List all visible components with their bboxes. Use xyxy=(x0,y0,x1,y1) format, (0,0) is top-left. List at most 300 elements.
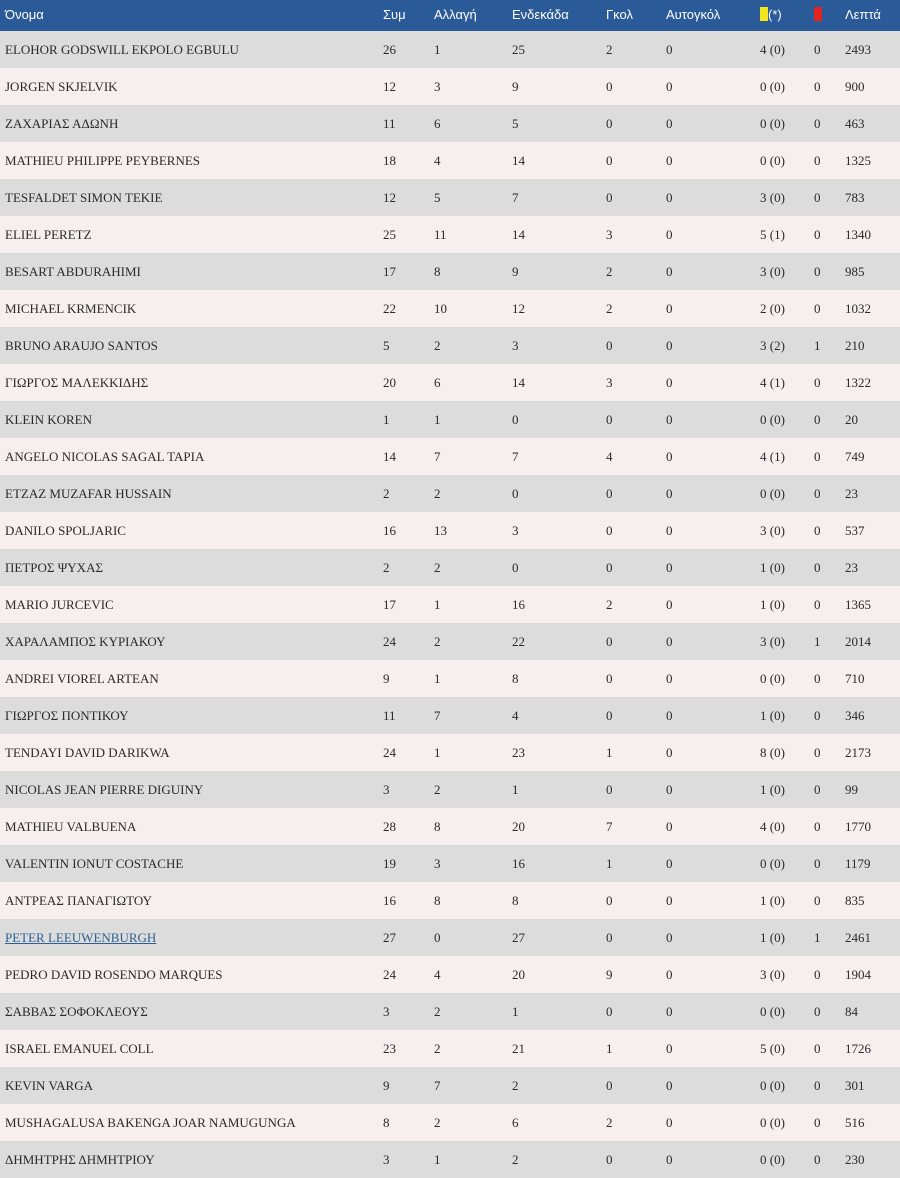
cell-yellow-cards: 3 (0) xyxy=(760,966,785,982)
cell-player-name: ΧΑΡΑΛΑΜΠΟΣ ΚΥΡΙΑΚΟΥ xyxy=(5,633,166,649)
cell-goals: 7 xyxy=(606,818,613,834)
cell-yellow-cards: 5 (1) xyxy=(760,226,785,242)
cell-apps: 12 xyxy=(383,78,396,94)
cell-apps: 3 xyxy=(383,1151,390,1167)
table-row xyxy=(0,586,900,623)
cell-player-name: DANILO SPOLJARIC xyxy=(5,522,126,538)
cell-yellow-cards: 5 (0) xyxy=(760,1040,785,1056)
cell-red-cards: 0 xyxy=(814,707,821,723)
cell-goals: 0 xyxy=(606,670,613,686)
cell-minutes: 1340 xyxy=(845,226,871,242)
cell-goals: 2 xyxy=(606,596,613,612)
cell-starts: 27 xyxy=(512,929,525,945)
cell-red-cards: 0 xyxy=(814,559,821,575)
cell-red-cards: 0 xyxy=(814,448,821,464)
cell-goals: 0 xyxy=(606,1003,613,1019)
cell-sub: 2 xyxy=(434,559,441,575)
cell-red-cards: 0 xyxy=(814,1040,821,1056)
cell-starts: 16 xyxy=(512,855,525,871)
cell-sub: 4 xyxy=(434,152,441,168)
cell-minutes: 210 xyxy=(845,337,865,353)
table-body xyxy=(0,31,900,1178)
cell-apps: 25 xyxy=(383,226,396,242)
cell-starts: 1 xyxy=(512,781,519,797)
cell-player-name: ΣΑΒΒΑΣ ΣΟΦΟΚΛΕΟΥΣ xyxy=(5,1003,148,1019)
cell-minutes: 835 xyxy=(845,892,865,908)
cell-red-cards: 0 xyxy=(814,966,821,982)
cell-yellow-cards: 0 (0) xyxy=(760,115,785,131)
cell-minutes: 2014 xyxy=(845,633,871,649)
cell-player-name: KLEIN KOREN xyxy=(5,411,93,427)
table-row xyxy=(0,68,900,105)
table-row xyxy=(0,845,900,882)
cell-player-name: PEDRO DAVID ROSENDO MARQUES xyxy=(5,966,223,982)
cell-sub: 2 xyxy=(434,633,441,649)
cell-goals: 0 xyxy=(606,781,613,797)
cell-red-cards: 0 xyxy=(814,781,821,797)
cell-yellow-cards: 1 (0) xyxy=(760,781,785,797)
cell-apps: 11 xyxy=(383,707,396,723)
header-yellow-label[interactable]: (*) xyxy=(768,7,782,22)
cell-goals: 0 xyxy=(606,1077,613,1093)
header-apps[interactable] xyxy=(383,0,434,31)
cell-red-cards: 0 xyxy=(814,115,821,131)
cell-own-goals: 0 xyxy=(666,855,673,871)
cell-player-name: ΠΕΤΡΟΣ ΨΥΧΑΣ xyxy=(5,559,104,575)
cell-sub: 13 xyxy=(434,522,447,538)
cell-sub: 6 xyxy=(434,115,441,131)
cell-player-name: BRUNO ARAUJO SANTOS xyxy=(5,337,158,353)
cell-own-goals: 0 xyxy=(666,744,673,760)
cell-sub: 2 xyxy=(434,337,441,353)
cell-apps: 17 xyxy=(383,596,396,612)
cell-red-cards: 0 xyxy=(814,374,821,390)
cell-goals: 0 xyxy=(606,115,613,131)
cell-red-cards: 1 xyxy=(814,337,821,353)
cell-sub: 7 xyxy=(434,448,441,464)
cell-minutes: 2461 xyxy=(845,929,871,945)
cell-apps: 20 xyxy=(383,374,396,390)
cell-apps: 19 xyxy=(383,855,396,871)
cell-starts: 8 xyxy=(512,670,519,686)
cell-starts: 16 xyxy=(512,596,525,612)
cell-apps: 22 xyxy=(383,300,396,316)
header-yellow-cards[interactable] xyxy=(760,0,814,31)
cell-minutes: 1322 xyxy=(845,374,871,390)
cell-own-goals: 0 xyxy=(666,818,673,834)
cell-own-goals: 0 xyxy=(666,1114,673,1130)
cell-own-goals: 0 xyxy=(666,559,673,575)
table-row xyxy=(0,179,900,216)
cell-red-cards: 0 xyxy=(814,670,821,686)
cell-starts: 25 xyxy=(512,41,525,57)
cell-own-goals: 0 xyxy=(666,1003,673,1019)
cell-apps: 12 xyxy=(383,189,396,205)
cell-starts: 23 xyxy=(512,744,525,760)
table-row xyxy=(0,31,900,68)
cell-sub: 1 xyxy=(434,41,441,57)
cell-apps: 5 xyxy=(383,337,390,353)
cell-yellow-cards: 1 (0) xyxy=(760,929,785,945)
cell-sub: 8 xyxy=(434,818,441,834)
cell-apps: 17 xyxy=(383,263,396,279)
cell-player-name: MUSHAGALUSA BAKENGA JOAR NAMUGUNGA xyxy=(5,1114,296,1130)
cell-player-name: MATHIEU PHILIPPE PEYBERNES xyxy=(5,152,201,168)
cell-apps: 3 xyxy=(383,781,390,797)
cell-red-cards: 0 xyxy=(814,78,821,94)
cell-sub: 1 xyxy=(434,1151,441,1167)
cell-yellow-cards: 0 (0) xyxy=(760,855,785,871)
cell-player-name: ΖΑΧΑΡΙΑΣ ΑΔΩΝΗ xyxy=(5,115,119,131)
cell-goals: 0 xyxy=(606,892,613,908)
cell-sub: 3 xyxy=(434,855,441,871)
header-starts-label[interactable]: Ενδεκάδα xyxy=(512,7,569,22)
header-own-goals[interactable] xyxy=(666,0,760,31)
cell-own-goals: 0 xyxy=(666,929,673,945)
table-row xyxy=(0,401,900,438)
header-goals-label[interactable]: Γκολ xyxy=(606,7,633,22)
cell-own-goals: 0 xyxy=(666,411,673,427)
cell-starts: 7 xyxy=(512,448,519,464)
red-card-icon xyxy=(814,7,822,21)
cell-starts: 12 xyxy=(512,300,525,316)
cell-red-cards: 0 xyxy=(814,485,821,501)
cell-red-cards: 0 xyxy=(814,226,821,242)
cell-own-goals: 0 xyxy=(666,781,673,797)
table-row xyxy=(0,623,900,660)
cell-apps: 23 xyxy=(383,1040,396,1056)
cell-starts: 1 xyxy=(512,1003,519,1019)
cell-yellow-cards: 4 (1) xyxy=(760,374,785,390)
table-row xyxy=(0,142,900,179)
cell-player-name: ΑΝΤΡΕΑΣ ΠΑΝΑΓΙΩΤΟΥ xyxy=(5,892,152,908)
cell-own-goals: 0 xyxy=(666,78,673,94)
cell-starts: 14 xyxy=(512,226,525,242)
cell-goals: 3 xyxy=(606,226,613,242)
header-starts[interactable] xyxy=(512,0,606,31)
cell-player-name: MARIO JURCEVIC xyxy=(5,596,114,612)
cell-own-goals: 0 xyxy=(666,707,673,723)
cell-yellow-cards: 3 (0) xyxy=(760,522,785,538)
cell-yellow-cards: 0 (0) xyxy=(760,1151,785,1167)
cell-starts: 2 xyxy=(512,1151,519,1167)
header-sub-label[interactable]: Αλλαγή xyxy=(434,7,477,22)
header-name-label[interactable]: Όνομα xyxy=(5,7,44,22)
cell-own-goals: 0 xyxy=(666,448,673,464)
cell-yellow-cards: 0 (0) xyxy=(760,1077,785,1093)
yellow-card-icon xyxy=(760,7,768,21)
cell-goals: 0 xyxy=(606,78,613,94)
cell-minutes: 710 xyxy=(845,670,865,686)
cell-red-cards: 0 xyxy=(814,855,821,871)
cell-sub: 1 xyxy=(434,411,441,427)
table-row xyxy=(0,327,900,364)
cell-apps: 1 xyxy=(383,411,390,427)
cell-sub: 7 xyxy=(434,1077,441,1093)
cell-starts: 0 xyxy=(512,411,519,427)
cell-red-cards: 0 xyxy=(814,522,821,538)
cell-sub: 0 xyxy=(434,929,441,945)
cell-sub: 8 xyxy=(434,263,441,279)
cell-goals: 2 xyxy=(606,1114,613,1130)
cell-apps: 2 xyxy=(383,485,390,501)
cell-sub: 8 xyxy=(434,892,441,908)
cell-yellow-cards: 1 (0) xyxy=(760,707,785,723)
cell-own-goals: 0 xyxy=(666,300,673,316)
cell-player-name: JORGEN SKJELVIK xyxy=(5,78,118,94)
cell-player-name: ISRAEL EMANUEL COLL xyxy=(5,1040,154,1056)
cell-red-cards: 0 xyxy=(814,818,821,834)
cell-player-name: MATHIEU VALBUENA xyxy=(5,818,137,834)
header-red-cards[interactable] xyxy=(814,0,845,31)
cell-yellow-cards: 8 (0) xyxy=(760,744,785,760)
cell-goals: 0 xyxy=(606,337,613,353)
table-header-row xyxy=(0,0,900,31)
cell-goals: 0 xyxy=(606,929,613,945)
cell-red-cards: 0 xyxy=(814,1003,821,1019)
cell-starts: 0 xyxy=(512,559,519,575)
header-goals[interactable] xyxy=(606,0,666,31)
cell-starts: 14 xyxy=(512,152,525,168)
cell-starts: 21 xyxy=(512,1040,525,1056)
header-name[interactable] xyxy=(0,0,383,31)
cell-yellow-cards: 1 (0) xyxy=(760,892,785,908)
cell-apps: 2 xyxy=(383,559,390,575)
cell-goals: 2 xyxy=(606,263,613,279)
cell-yellow-cards: 4 (1) xyxy=(760,448,785,464)
cell-sub: 1 xyxy=(434,744,441,760)
cell-player-name: BESART ABDURAHIMI xyxy=(5,263,141,279)
cell-starts: 8 xyxy=(512,892,519,908)
cell-own-goals: 0 xyxy=(666,152,673,168)
cell-minutes: 1770 xyxy=(845,818,871,834)
header-sub[interactable] xyxy=(434,0,512,31)
cell-apps: 27 xyxy=(383,929,396,945)
cell-own-goals: 0 xyxy=(666,1040,673,1056)
header-minutes[interactable] xyxy=(845,0,900,31)
cell-starts: 9 xyxy=(512,263,519,279)
cell-starts: 3 xyxy=(512,522,519,538)
cell-sub: 1 xyxy=(434,596,441,612)
cell-starts: 5 xyxy=(512,115,519,131)
table-row xyxy=(0,364,900,401)
cell-yellow-cards: 0 (0) xyxy=(760,1003,785,1019)
cell-red-cards: 0 xyxy=(814,152,821,168)
cell-sub: 11 xyxy=(434,226,447,242)
cell-yellow-cards: 0 (0) xyxy=(760,670,785,686)
cell-red-cards: 0 xyxy=(814,892,821,908)
table-row xyxy=(0,216,900,253)
cell-yellow-cards: 3 (0) xyxy=(760,633,785,649)
cell-own-goals: 0 xyxy=(666,1151,673,1167)
cell-apps: 24 xyxy=(383,966,396,982)
table-row xyxy=(0,1030,900,1067)
cell-own-goals: 0 xyxy=(666,522,673,538)
cell-minutes: 1365 xyxy=(845,596,871,612)
cell-starts: 20 xyxy=(512,818,525,834)
table-row xyxy=(0,697,900,734)
table-row xyxy=(0,105,900,142)
cell-goals: 2 xyxy=(606,300,613,316)
cell-yellow-cards: 3 (0) xyxy=(760,189,785,205)
cell-red-cards: 0 xyxy=(814,1114,821,1130)
table-row xyxy=(0,1067,900,1104)
cell-minutes: 537 xyxy=(845,522,865,538)
cell-goals: 0 xyxy=(606,707,613,723)
cell-goals: 1 xyxy=(606,1040,613,1056)
player-link[interactable]: PETER LEEUWENBURGH xyxy=(5,929,157,945)
cell-red-cards: 0 xyxy=(814,1077,821,1093)
cell-goals: 0 xyxy=(606,559,613,575)
cell-goals: 4 xyxy=(606,448,613,464)
cell-red-cards: 0 xyxy=(814,744,821,760)
cell-player-name: ANGELO NICOLAS SAGAL TAPIA xyxy=(5,448,205,464)
cell-player-name: TESFALDET SIMON TEKIE xyxy=(5,189,163,205)
cell-starts: 22 xyxy=(512,633,525,649)
table-row xyxy=(0,290,900,327)
cell-yellow-cards: 0 (0) xyxy=(760,1114,785,1130)
cell-own-goals: 0 xyxy=(666,1077,673,1093)
cell-goals: 0 xyxy=(606,411,613,427)
table-row xyxy=(0,771,900,808)
cell-own-goals: 0 xyxy=(666,41,673,57)
cell-sub: 2 xyxy=(434,781,441,797)
table-row xyxy=(0,993,900,1030)
cell-minutes: 783 xyxy=(845,189,865,205)
cell-starts: 20 xyxy=(512,966,525,982)
cell-goals: 9 xyxy=(606,966,613,982)
cell-goals: 0 xyxy=(606,485,613,501)
cell-own-goals: 0 xyxy=(666,189,673,205)
cell-sub: 2 xyxy=(434,1040,441,1056)
cell-starts: 3 xyxy=(512,337,519,353)
cell-apps: 24 xyxy=(383,744,396,760)
table-row xyxy=(0,1141,900,1178)
cell-sub: 2 xyxy=(434,1003,441,1019)
cell-sub: 1 xyxy=(434,670,441,686)
cell-apps: 14 xyxy=(383,448,396,464)
cell-player-name: NICOLAS JEAN PIERRE DIGUINY xyxy=(5,781,204,797)
cell-player-name: ΓΙΩΡΓΟΣ ΜΑΛΕΚΚΙΔΗΣ xyxy=(5,374,149,390)
cell-apps: 16 xyxy=(383,892,396,908)
cell-sub: 6 xyxy=(434,374,441,390)
cell-starts: 9 xyxy=(512,78,519,94)
cell-sub: 10 xyxy=(434,300,447,316)
cell-minutes: 23 xyxy=(845,485,858,501)
cell-minutes: 84 xyxy=(845,1003,858,1019)
cell-yellow-cards: 0 (0) xyxy=(760,411,785,427)
cell-player-name: ΔΗΜΗΤΡΗΣ ΔΗΜΗΤΡΙΟΥ xyxy=(5,1151,155,1167)
cell-red-cards: 0 xyxy=(814,596,821,612)
table-row xyxy=(0,438,900,475)
cell-player-name: KEVIN VARGA xyxy=(5,1077,93,1093)
cell-goals: 3 xyxy=(606,374,613,390)
cell-yellow-cards: 2 (0) xyxy=(760,300,785,316)
cell-goals: 0 xyxy=(606,633,613,649)
cell-apps: 26 xyxy=(383,41,396,57)
header-minutes-label[interactable]: Λεπτά xyxy=(845,7,881,22)
cell-yellow-cards: 0 (0) xyxy=(760,485,785,501)
cell-own-goals: 0 xyxy=(666,596,673,612)
cell-sub: 2 xyxy=(434,1114,441,1130)
cell-goals: 0 xyxy=(606,522,613,538)
cell-own-goals: 0 xyxy=(666,892,673,908)
cell-red-cards: 1 xyxy=(814,929,821,945)
cell-apps: 11 xyxy=(383,115,396,131)
table-row xyxy=(0,919,900,956)
cell-minutes: 749 xyxy=(845,448,865,464)
cell-red-cards: 0 xyxy=(814,300,821,316)
cell-player-name: MICHAEL KRMENCIK xyxy=(5,300,137,316)
cell-starts: 0 xyxy=(512,485,519,501)
cell-yellow-cards: 1 (0) xyxy=(760,596,785,612)
cell-minutes: 99 xyxy=(845,781,858,797)
cell-own-goals: 0 xyxy=(666,337,673,353)
cell-goals: 1 xyxy=(606,855,613,871)
cell-own-goals: 0 xyxy=(666,263,673,279)
cell-sub: 4 xyxy=(434,966,441,982)
cell-yellow-cards: 3 (2) xyxy=(760,337,785,353)
table-row xyxy=(0,253,900,290)
cell-sub: 7 xyxy=(434,707,441,723)
cell-red-cards: 0 xyxy=(814,189,821,205)
cell-minutes: 985 xyxy=(845,263,865,279)
cell-starts: 4 xyxy=(512,707,519,723)
cell-minutes: 1032 xyxy=(845,300,871,316)
cell-minutes: 346 xyxy=(845,707,865,723)
cell-apps: 28 xyxy=(383,818,396,834)
cell-minutes: 463 xyxy=(845,115,865,131)
cell-starts: 6 xyxy=(512,1114,519,1130)
cell-player-name xyxy=(0,919,383,956)
table-row xyxy=(0,808,900,845)
cell-own-goals: 0 xyxy=(666,966,673,982)
cell-minutes: 516 xyxy=(845,1114,865,1130)
cell-starts: 14 xyxy=(512,374,525,390)
cell-apps: 3 xyxy=(383,1003,390,1019)
cell-red-cards: 0 xyxy=(814,41,821,57)
cell-sub: 3 xyxy=(434,78,441,94)
cell-player-name: ELOHOR GODSWILL EKPOLO EGBULU xyxy=(5,41,239,57)
cell-yellow-cards: 4 (0) xyxy=(760,818,785,834)
header-own-goals-label[interactable]: Αυτογκόλ xyxy=(666,7,721,22)
header-apps-label[interactable]: Συμ xyxy=(383,7,406,22)
cell-yellow-cards: 0 (0) xyxy=(760,78,785,94)
table-row xyxy=(0,734,900,771)
cell-own-goals: 0 xyxy=(666,633,673,649)
cell-goals: 0 xyxy=(606,1151,613,1167)
cell-red-cards: 0 xyxy=(814,1151,821,1167)
cell-red-cards: 0 xyxy=(814,411,821,427)
cell-minutes: 1325 xyxy=(845,152,871,168)
table-row xyxy=(0,660,900,697)
cell-player-name: ANDREI VIOREL ARTEAN xyxy=(5,670,159,686)
cell-goals: 1 xyxy=(606,744,613,760)
cell-player-name: ETZAZ MUZAFAR HUSSAIN xyxy=(5,485,172,501)
cell-sub: 2 xyxy=(434,485,441,501)
cell-starts: 7 xyxy=(512,189,519,205)
cell-player-name: VALENTIN IONUT COSTACHE xyxy=(5,855,184,871)
table-row xyxy=(0,512,900,549)
cell-apps: 16 xyxy=(383,522,396,538)
cell-minutes: 2173 xyxy=(845,744,871,760)
cell-minutes: 1726 xyxy=(845,1040,871,1056)
table-row xyxy=(0,956,900,993)
table-row xyxy=(0,549,900,586)
cell-yellow-cards: 0 (0) xyxy=(760,152,785,168)
table-row xyxy=(0,475,900,512)
cell-apps: 18 xyxy=(383,152,396,168)
